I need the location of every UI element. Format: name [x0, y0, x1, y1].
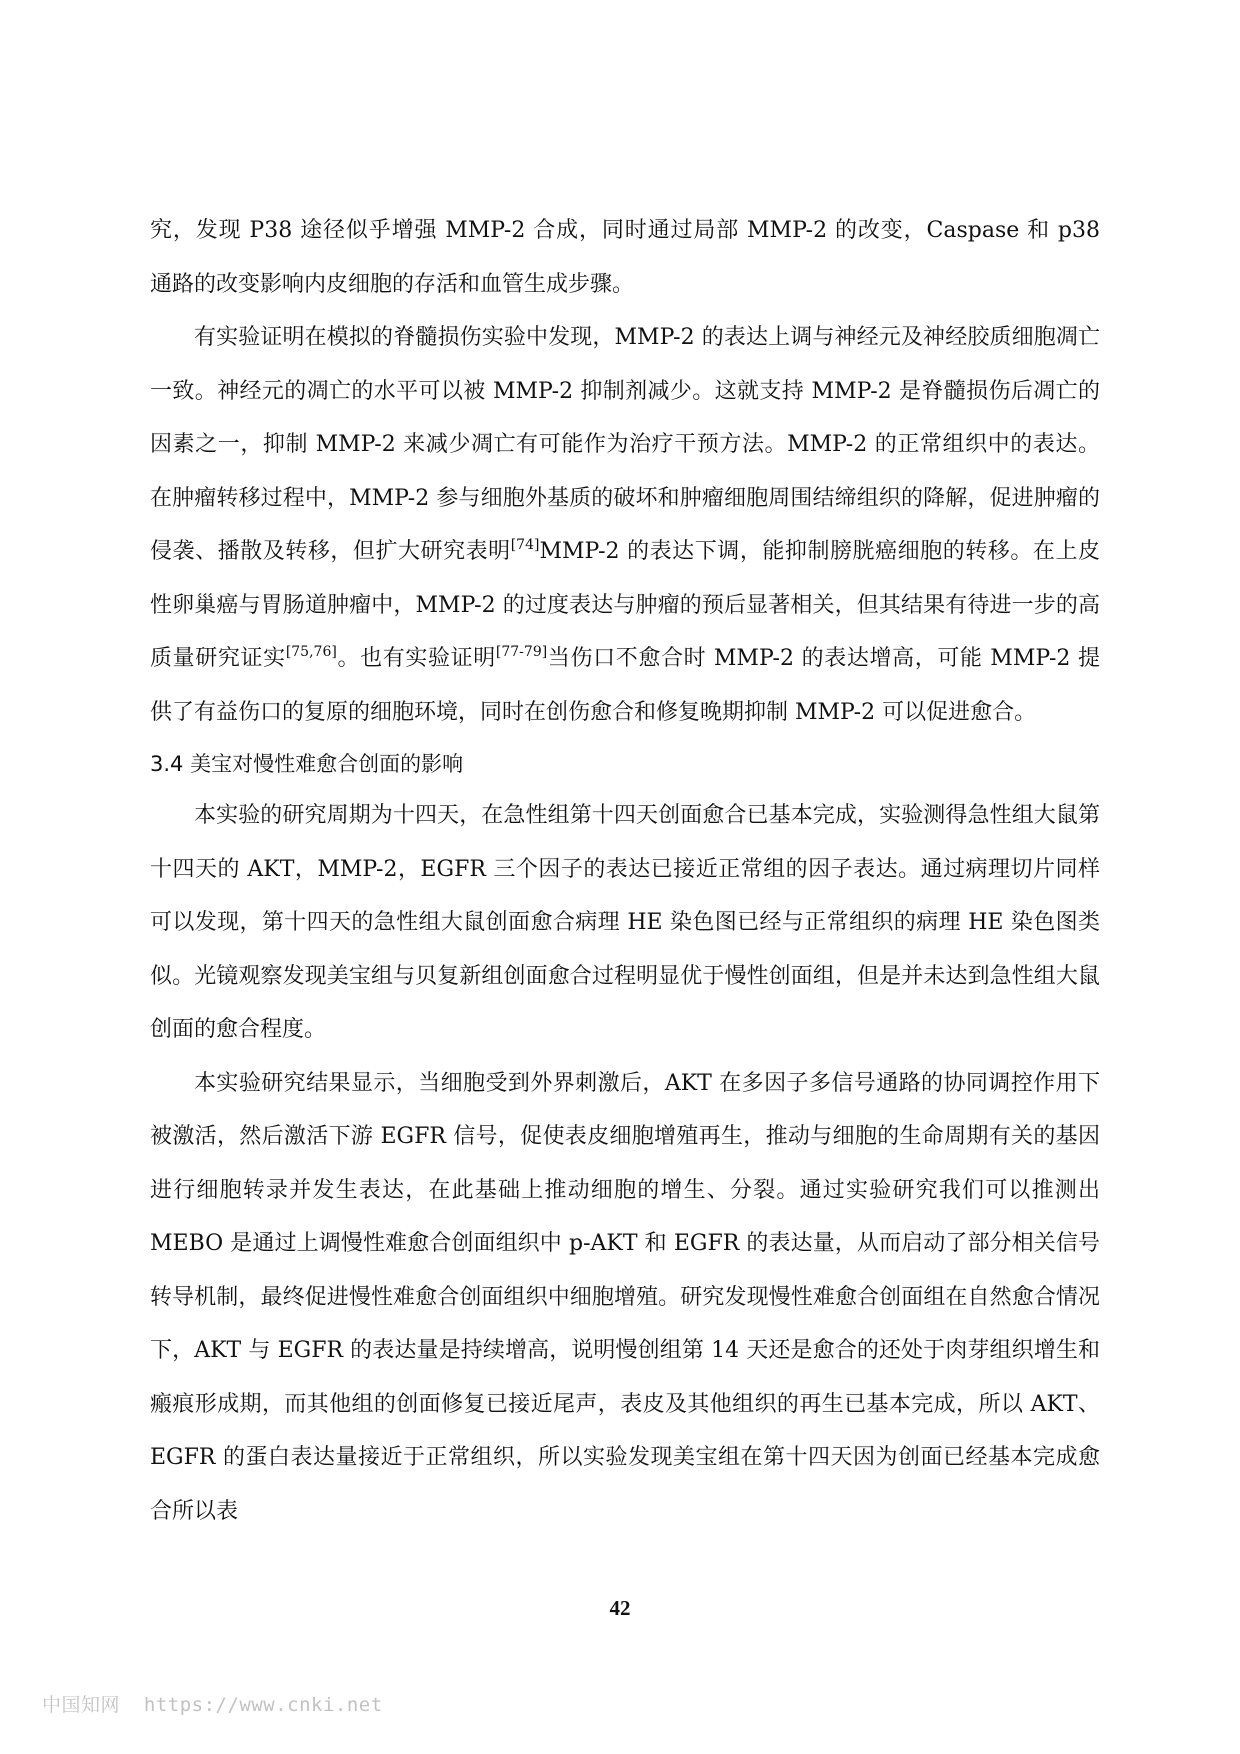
paragraph-results: 本实验研究结果显示，当细胞受到外界刺激后，AKT 在多因子多信号通路的协同调控作用下被激活，然后激活下游 EGFR 信号，促使表皮细胞增殖再生，推动与细胞的生命周期有关的基因进行细胞转录并发生表达，在此基础上推动细胞的增生、分裂。通过实验研究我们可以推测出 MEBO 是通过上调慢性难愈合创面组织中 p-AKT 和 EGFR 的表达量，从而启动了部分相关信号转导机制，最终促进慢性难愈合创面组织中细胞增殖。研究发现慢性难愈合创面组在自然愈合情况下，AKT 与 EGFR 的表达量是持续增高，说明慢创组第 14 天还是愈合的还处于肉芽组织增生和瘢痕形成期，而其他组的创面修复已接近尾声，表皮及其他组织的再生已基本完成，所以 AKT、EGFR 的蛋白表达量接近于正常组织，所以实验发现美宝组在第十四天因为创面已经基本完成愈合所以表: [150, 1070, 1100, 1524]
section-heading: 3.4 美宝对慢性难愈合创面的影响: [150, 752, 464, 776]
paragraph-text: MMP-2 的表达下调，能抑制膀胱癌细胞的转移。在上皮性卵巢癌与胃肠道肿瘤中，MMP-2 的过度表达与肿瘤的预后显著相关，但其结果有待进一步的高质量研究证实: [150, 539, 1100, 671]
paragraph-continuation: 究，发现 P38 途径似乎增强 MMP-2 合成，同时通过局部 MMP-2 的改变，Caspase 和 p38 通路的改变影响内皮细胞的存活和血管生成步骤。: [150, 218, 1100, 297]
cnki-watermark: 中国知网 https://www.cnki.net: [42, 1694, 383, 1716]
citation-ref: [77-79]: [495, 644, 548, 660]
paragraph-text: 。也有实验证明: [336, 646, 496, 671]
paragraph-study-period: 本实验的研究周期为十四天，在急性组第十四天创面愈合已基本完成，实验测得急性组大鼠第十四天的 AKT，MMP-2，EGFR 三个因子的表达已接近正常组的因子表达。通过病理切片同样可以发现，第十四天的急性组大鼠创面愈合病理 HE 染色图已经与正常组织的病理 HE 染色图类似。光镜观察发现美宝组与贝复新组创面愈合过程明显优于慢性创面组，但是并未达到急性组大鼠创面的愈合程度。: [150, 803, 1100, 1042]
citation-ref: [74]: [510, 537, 540, 553]
paragraph-mmp2: [150, 311, 1100, 739]
citation-ref: [75,76]: [285, 644, 337, 660]
paragraph-text: 当伤口不愈合时 MMP-2 的表达增高，可能 MMP-2 提供了有益伤口的复原的细胞环境，同时在创伤愈合和修复晚期抑制 MMP-2 可以促进愈合。: [150, 646, 1100, 725]
body-text: [150, 204, 1100, 1538]
page-number: 42: [609, 1596, 631, 1620]
paragraph-text: 有实验证明在模拟的脊髓损伤实验中发现，MMP-2 的表达上调与神经元及神经胶质细胞凋亡一致。神经元的凋亡的水平可以被 MMP-2 抑制剂减少。这就支持 MMP-2 是脊髓损伤后凋亡的因素之一，抑制 MMP-2 来减少凋亡有可能作为治疗干预方法。MMP-2 的正常组织中的表达。在肿瘤转移过程中，MMP-2 参与细胞外基质的破坏和肿瘤细胞周围结缔组织的降解，促进肿瘤的侵袭、播散及转移，但扩大研究表明: [150, 325, 1100, 564]
